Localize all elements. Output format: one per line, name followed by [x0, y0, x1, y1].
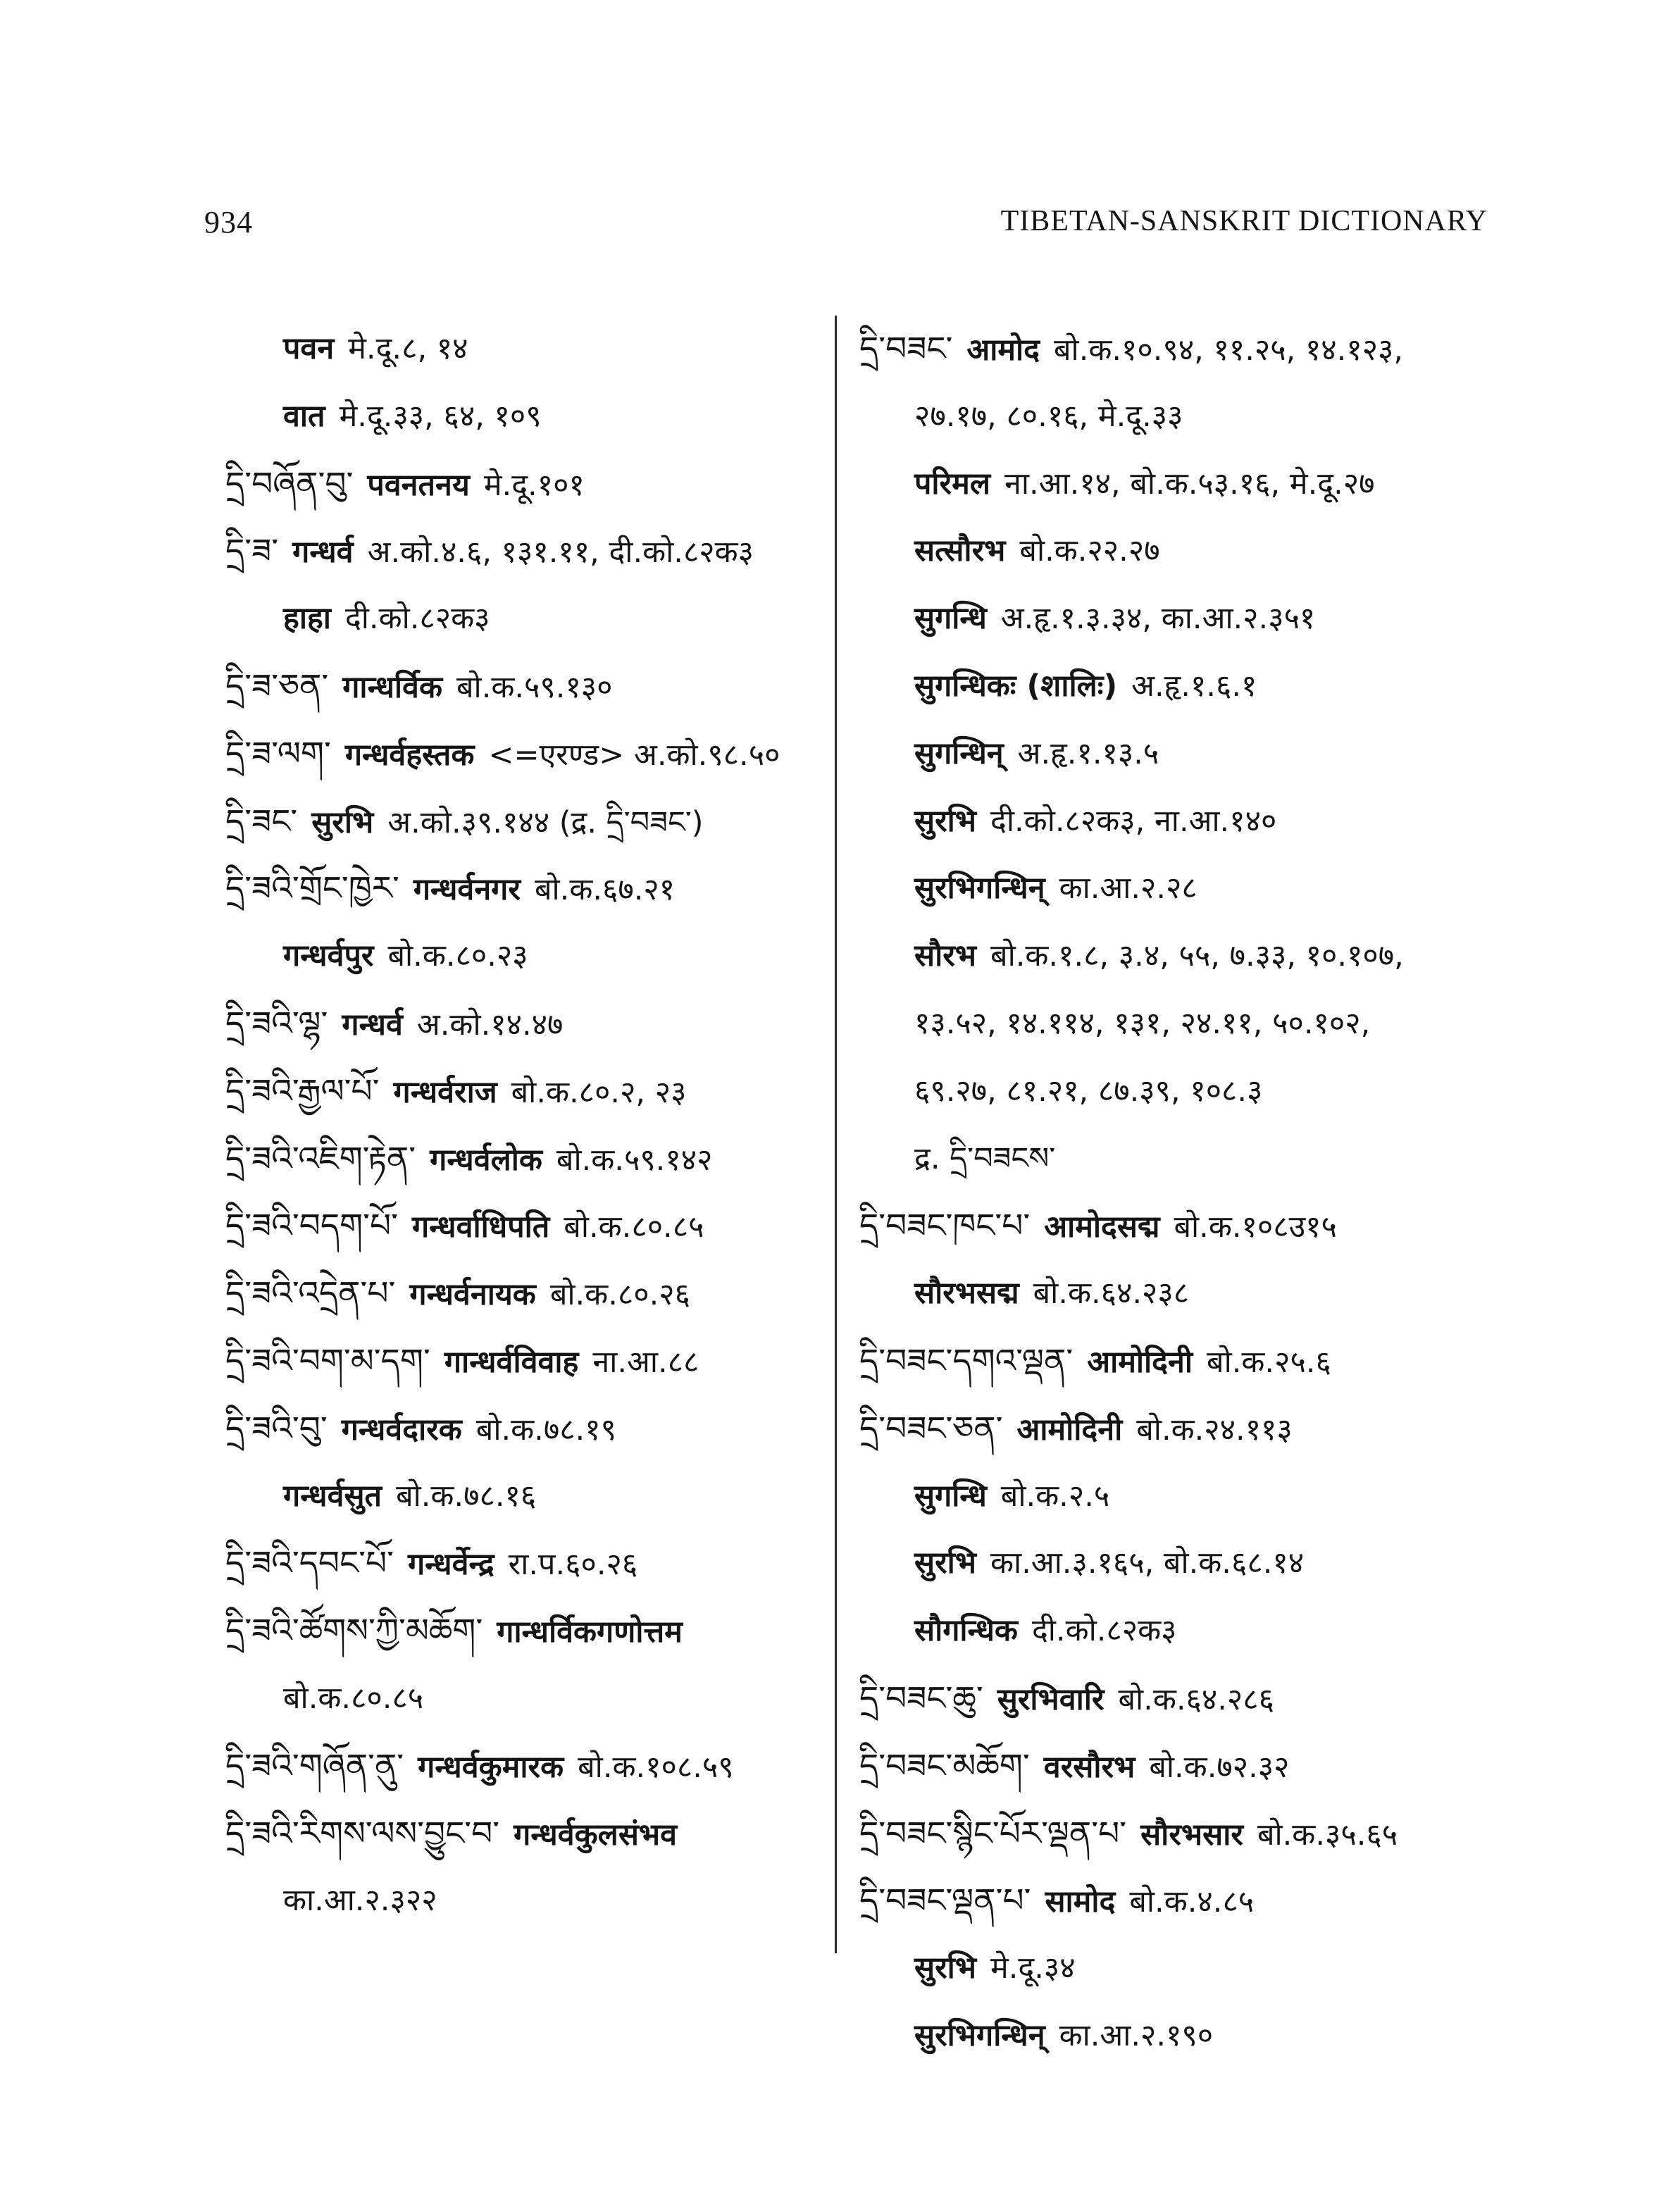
source-reference: बो.क.१०.९४, ११.२५, १४.१२३,: [1054, 332, 1404, 368]
tibetan-headword: དྲི་ཟའི་ལྷ་: [225, 1004, 328, 1043]
tibetan-headword: དྲི་བཟང་མཆོག་: [859, 1746, 1030, 1786]
sanskrit-equivalent: सुरभि: [311, 804, 374, 840]
source-reference: बो.क.७८.१६: [396, 1478, 537, 1514]
continuation-line: [225, 1665, 824, 1733]
tibetan-headword: དྲི་ཟའི་ཚོགས་ཀྱི་མཆོག་: [225, 1612, 483, 1651]
source-reference: बो.क.६४.२३८: [1033, 1276, 1190, 1312]
dictionary-entry: [859, 1328, 1564, 1395]
tibetan-headword: དྲི་བཟང་ཅན་: [859, 1409, 1003, 1448]
sanskrit-equivalent: सुरभिगन्धिन्: [914, 871, 1045, 907]
sanskrit-equivalent: सुरभिगन्धिन्: [914, 2017, 1045, 2053]
sanskrit-equivalent: आमोद: [966, 332, 1040, 368]
dictionary-entry: [225, 1530, 824, 1598]
tibetan-headword: དྲི་བཟང་དགའ་ལྡན་: [859, 1341, 1074, 1381]
sub-entry: [859, 1530, 1564, 1598]
source-reference: का.आ.२.१९०: [1059, 2017, 1214, 2053]
sub-entry: [859, 855, 1564, 923]
source-reference: बो.क.२४.११३: [1136, 1412, 1293, 1447]
tibetan-headword: དྲི་ཟའི་བདག་པོ་: [225, 1207, 399, 1246]
source-reference: बो.क.८०.२३: [387, 938, 528, 974]
sanskrit-equivalent: गन्धर्वदारक: [341, 1412, 462, 1447]
source-reference: बो.क.६७.२१: [534, 872, 676, 908]
source-reference: बो.क.८०.२६: [549, 1277, 690, 1313]
page-number: 934: [204, 205, 253, 239]
sanskrit-equivalent: गन्धर्वराज: [393, 1074, 497, 1110]
dictionary-entry: [225, 1328, 824, 1395]
source-reference: बो.क.८०.२, २३: [511, 1074, 687, 1110]
dictionary-entry: [225, 1733, 824, 1800]
dictionary-entry: [859, 1867, 1564, 1935]
source-reference: बो.क.२५.६: [1207, 1344, 1331, 1380]
sanskrit-equivalent: गन्धर्वनायक: [409, 1277, 536, 1313]
sanskrit-equivalent: सौगन्धिक: [914, 1613, 1018, 1649]
dictionary-entry: [225, 788, 824, 856]
tibetan-headword: དྲི་ཟའི་འཇིག་རྟེན་: [225, 1139, 416, 1178]
tibetan-headword: དྲི་ཟ་ཅན་: [225, 666, 329, 706]
source-reference: <=एरण्ड> अ.को.९८.५०: [488, 737, 780, 773]
sub-entry: [225, 585, 824, 653]
sanskrit-equivalent: वात: [283, 398, 325, 434]
source-reference: बो.क.२.५: [1000, 1478, 1110, 1514]
dictionary-entry: [225, 1193, 824, 1260]
tibetan-headword: དྲི་ཟའི་བུ་: [225, 1409, 328, 1448]
sanskrit-equivalent: गन्धर्वहस्तक: [344, 737, 475, 773]
source-reference: मे.दू.३३, ६४, १०९: [339, 398, 542, 434]
dictionary-entry: [859, 1800, 1564, 1868]
source-reference: २७.१७, ८०.१६, मे.दू.३३: [914, 398, 1183, 434]
sanskrit-equivalent: सौरभसद्म: [914, 1276, 1019, 1312]
sanskrit-equivalent: सुरभि: [914, 803, 977, 839]
sub-entry: [225, 383, 824, 451]
dictionary-entry: [225, 1395, 824, 1463]
source-reference: दी.को.८२क३: [344, 601, 490, 637]
source-reference: का.आ.३.१६५, बो.क.६८.१४: [990, 1545, 1305, 1581]
dictionary-entry: [225, 1058, 824, 1126]
sanskrit-equivalent: गन्धर्वपुर: [283, 938, 374, 974]
tibetan-headword: དྲི་བཞོན་བུ་: [225, 464, 354, 504]
source-reference: बो.क.५९.१३०: [456, 669, 613, 705]
source-reference: मे.दू.३४: [990, 1950, 1076, 1986]
source-reference: अ.को.४.६, १३१.११, दी.को.८२क३: [367, 535, 754, 571]
source-reference: अ.हृ.१.१३.५: [1017, 735, 1159, 771]
dictionary-entry: [859, 1665, 1564, 1733]
source-reference: अ.को.३९.१४४ (द्र. དྲི་བཟང་): [387, 804, 704, 840]
dictionary-entry: [225, 1126, 824, 1193]
sanskrit-equivalent: सुगन्धिन्: [914, 735, 1004, 771]
tibetan-headword: དྲི་ཟའི་གྲོང་ཁྱེར་: [225, 869, 399, 909]
source-reference: बो.क.१.८, ३.४, ५५, ७.३३, १०.१०७,: [990, 938, 1404, 974]
continuation-line: [859, 383, 1564, 451]
sub-entry: [859, 2003, 1564, 2070]
source-reference: बो.क.७८.१९: [475, 1412, 616, 1447]
column-divider: [835, 316, 837, 1953]
sub-entry: [225, 316, 824, 383]
source-reference: का.आ.२.२८: [1059, 871, 1197, 907]
source-reference: ६९.२७, ८१.२१, ८७.३९, १०८.३: [914, 1073, 1263, 1109]
dictionary-entry: [225, 1800, 824, 1868]
source-reference: का.आ.२.३२२: [283, 1883, 437, 1919]
sanskrit-equivalent: गन्धर्वेन्द्र: [408, 1547, 494, 1583]
tibetan-headword: དྲི་ཟའི་རིགས་ལས་བྱུང་བ་: [225, 1814, 500, 1853]
dictionary-entry: [225, 1598, 824, 1665]
sub-entry: [859, 451, 1564, 518]
sub-entry: [859, 923, 1564, 990]
sanskrit-equivalent: वरसौरभ: [1043, 1749, 1135, 1785]
dictionary-entry: [225, 518, 824, 585]
sub-entry: [859, 585, 1564, 653]
dictionary-entry: [859, 1733, 1564, 1800]
tibetan-headword: དྲི་བཟང་ལྡན་པ་: [859, 1881, 1031, 1921]
tibetan-headword: དྲི་བཟང་: [859, 330, 953, 368]
sanskrit-equivalent: गन्धर्वनगर: [413, 872, 521, 908]
sanskrit-equivalent: हाहा: [283, 601, 331, 637]
sub-entry: [859, 1935, 1564, 2003]
tibetan-headword: དྲི་ཟའི་རྒྱལ་པོ་: [225, 1071, 380, 1111]
dictionary-entry: [225, 855, 824, 923]
sanskrit-equivalent: सुरभिवारि: [997, 1681, 1105, 1717]
sub-entry: [859, 1260, 1564, 1328]
dictionary-entry: [225, 990, 824, 1058]
source-reference: द्र. དྲི་བཟངས་: [914, 1140, 1056, 1176]
left-column: [225, 316, 824, 1935]
source-reference: अ.को.१४.४७: [416, 1007, 564, 1042]
source-reference: बो.क.१०८उ१५: [1174, 1209, 1337, 1245]
source-reference: रा.प.६०.२६: [508, 1547, 638, 1583]
tibetan-headword: དྲི་ཟང་: [225, 802, 298, 841]
sanskrit-equivalent: गान्धर्वविवाह: [444, 1344, 579, 1380]
sanskrit-equivalent: गान्धर्विक: [342, 669, 442, 705]
sanskrit-equivalent: गन्धर्वकुलसंभव: [514, 1817, 678, 1853]
tibetan-headword: དྲི་ཟ་: [225, 532, 279, 571]
tibetan-headword: དྲི་ཟའི་དབང་པོ་: [225, 1544, 394, 1583]
sub-entry: [225, 1463, 824, 1531]
sub-entry: [859, 721, 1564, 788]
sanskrit-equivalent: पवनतनय: [367, 467, 470, 503]
continuation-line: [225, 1867, 824, 1935]
sub-entry: [859, 788, 1564, 856]
sanskrit-equivalent: गन्धर्वकुमारक: [418, 1749, 564, 1785]
tibetan-headword: དྲི་ཟའི་བག་མ་དག་: [225, 1341, 430, 1381]
sanskrit-equivalent: आमोदिनी: [1016, 1412, 1123, 1447]
sanskrit-equivalent: पवन: [283, 331, 335, 366]
source-reference: मे.दू.८, १४: [348, 331, 468, 366]
sanskrit-equivalent: सुगन्धिकः (शालिः): [914, 668, 1118, 704]
source-reference: अ.हृ.१.६.१: [1131, 668, 1257, 704]
sanskrit-equivalent: गन्धर्वलोक: [430, 1142, 542, 1178]
source-reference: बो.क.१०८.५९: [578, 1749, 734, 1785]
sanskrit-equivalent: सत्सौरभ: [914, 533, 1006, 569]
sanskrit-equivalent: सामोद: [1045, 1884, 1116, 1920]
dictionary-entry: [859, 316, 1564, 383]
sanskrit-equivalent: गन्धर्व: [292, 535, 354, 571]
dictionary-entry: [225, 1260, 824, 1328]
sanskrit-equivalent: सुगन्धि: [914, 1478, 987, 1514]
sanskrit-equivalent: गन्धर्वाधिपति: [412, 1209, 550, 1245]
sub-entry: [225, 923, 824, 990]
tibetan-headword: དྲི་ཟའི་འདྲེན་པ་: [225, 1274, 396, 1314]
sanskrit-equivalent: सुगन्धि: [914, 601, 987, 637]
dictionary-entry: [859, 1193, 1564, 1260]
source-reference: बो.क.४.८५: [1129, 1884, 1255, 1920]
source-reference: बो.क.२२.२७: [1019, 533, 1160, 569]
continuation-line: [859, 1058, 1564, 1126]
dictionary-entry: [225, 721, 824, 788]
sub-entry: [859, 1598, 1564, 1665]
sanskrit-equivalent: सुरभि: [914, 1950, 977, 1986]
source-reference: बो.क.८०.८५: [564, 1209, 704, 1245]
sanskrit-equivalent: आमोदिनी: [1087, 1344, 1193, 1380]
sanskrit-equivalent: गन्धर्व: [342, 1007, 403, 1042]
sub-entry: [859, 518, 1564, 585]
tibetan-headword: དྲི་བཟང་ཆུ་: [859, 1679, 983, 1718]
tibetan-headword: དྲི་ཟ་ལག་: [225, 734, 331, 773]
sub-entry: [859, 653, 1564, 721]
source-reference: मे.दू.१०१: [483, 467, 585, 503]
tibetan-headword: དྲི་ཟའི་གཞོན་ནུ་: [225, 1746, 404, 1786]
source-reference: बो.क.६४.२८६: [1118, 1681, 1275, 1717]
continuation-line: [859, 990, 1564, 1058]
sanskrit-equivalent: आमोदसद्म: [1044, 1209, 1160, 1245]
dictionary-entry: [225, 653, 824, 721]
sanskrit-equivalent: सौरभसार: [1140, 1817, 1243, 1853]
sanskrit-equivalent: सुरभि: [914, 1545, 977, 1581]
dictionary-entry: [859, 1395, 1564, 1463]
source-reference: ना.आ.८८: [592, 1344, 699, 1380]
dictionary-entry: [225, 451, 824, 518]
tibetan-headword: དྲི་བཟང་ཁང་པ་: [859, 1207, 1031, 1246]
source-reference: दी.को.८२क३: [1031, 1613, 1177, 1649]
page-header: [204, 204, 1488, 254]
tibetan-headword: དྲི་བཟང་སྙིང་པོར་ལྡན་པ་: [859, 1814, 1127, 1853]
sanskrit-equivalent: गन्धर्वसुत: [283, 1478, 382, 1514]
continuation-line: [859, 1126, 1564, 1193]
source-reference: १३.५२, १४.११४, १३१, २४.११, ५०.१०२,: [914, 1005, 1371, 1041]
source-reference: बो.क.५९.१४२: [556, 1142, 713, 1178]
sanskrit-equivalent: परिमल: [914, 466, 991, 502]
source-reference: बो.क.८०.८५: [283, 1680, 424, 1716]
source-reference: अ.हृ.१.३.३४, का.आ.२.३५१: [1000, 601, 1316, 637]
sanskrit-equivalent: सौरभ: [914, 938, 977, 974]
source-reference: दी.को.८२क३, ना.आ.१४०: [990, 803, 1277, 839]
source-reference: बो.क.७२.३२: [1149, 1749, 1290, 1785]
source-reference: बो.क.३५.६५: [1257, 1817, 1398, 1853]
sanskrit-equivalent: गान्धर्विकगणोत्तम: [497, 1614, 683, 1650]
right-column: [859, 316, 1564, 2070]
source-reference: ना.आ.१४, बो.क.५३.१६, मे.दू.२७: [1004, 466, 1375, 502]
sub-entry: [859, 1463, 1564, 1531]
running-head: TIBETAN-SANSKRIT DICTIONARY: [1000, 205, 1488, 237]
